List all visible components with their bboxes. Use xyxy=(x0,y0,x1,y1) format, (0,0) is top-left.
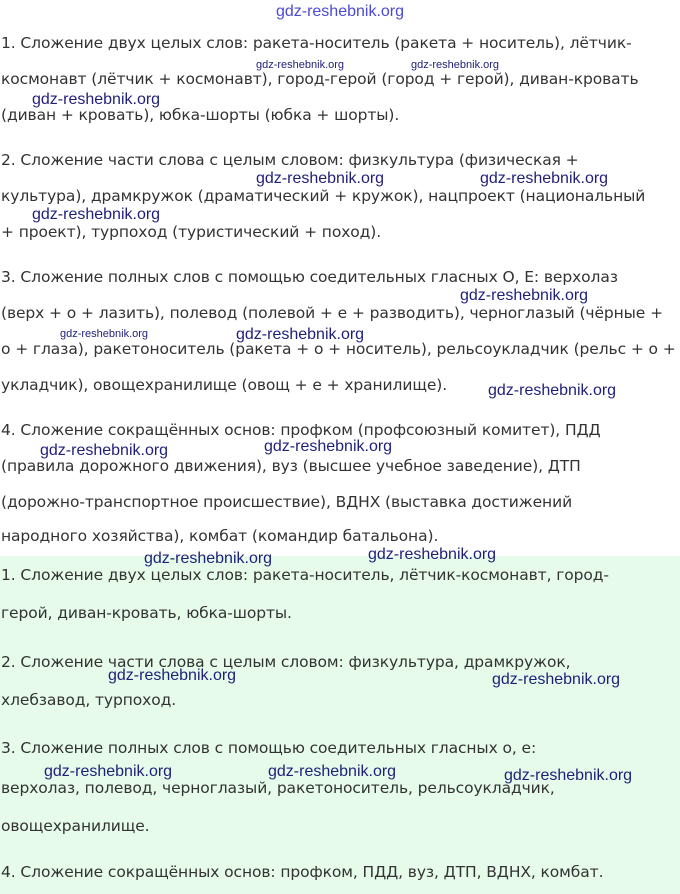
text-line: 2. Сложение части слова с целым словом: физкультура, драмкружок, xyxy=(1,653,571,671)
text-line: 1. Сложение двух целых слов: ракета-носитель, лётчик-космонавт, город- xyxy=(1,566,609,584)
text-line: о + глаза), ракетоноситель (ракета + о + носитель), рельсоукладчик (рельс + о + xyxy=(1,340,676,358)
watermark: gdz-reshebnik.org xyxy=(108,667,237,684)
watermark: gdz-reshebnik.org xyxy=(40,442,169,459)
text-line: 4. Сложение сокращённых основ: профком, ПДД, вуз, ДТП, ВДНХ, комбат. xyxy=(1,863,604,881)
watermark: gdz-reshebnik.org xyxy=(411,59,500,71)
text-line: укладчик), овощехранилище (овощ + е + хранилище). xyxy=(1,376,448,394)
text-line: 4. Сложение сокращённых основ: профком (профсоюзный комитет), ПДД xyxy=(1,421,601,439)
site-header-link: gdz-reshebnik.org xyxy=(275,3,405,20)
text-line: (диван + кровать), юбка-шорты (юбка + шорты). xyxy=(1,106,400,124)
text-line: овощехранилище. xyxy=(1,817,150,835)
answer-text-block xyxy=(0,556,680,894)
watermark: gdz-reshebnik.org xyxy=(264,438,393,455)
watermark: gdz-reshebnik.org xyxy=(32,206,161,223)
text-line: 3. Сложение полных слов с помощью соедительных гласных О, Е: верхолаз xyxy=(1,268,618,286)
text-line: 2. Сложение части слова с целым словом: физкультура (физическая + xyxy=(1,151,579,169)
text-line: 3. Сложение полных слов с помощью соедительных гласных о, е: xyxy=(1,739,537,757)
watermark: gdz-reshebnik.org xyxy=(60,328,149,340)
text-line: культура), драмкружок (драматический + кружок), нацпроект (национальный xyxy=(1,187,646,205)
watermark: gdz-reshebnik.org xyxy=(492,671,621,688)
text-line: (правила дорожного движения), вуз (высшее учебное заведение), ДТП xyxy=(1,457,581,475)
watermark: gdz-reshebnik.org xyxy=(236,326,365,343)
watermark: gdz-reshebnik.org xyxy=(256,59,345,71)
watermark: gdz-reshebnik.org xyxy=(44,763,173,780)
text-line: хлебзавод, турпоход. xyxy=(1,691,177,709)
site-header xyxy=(0,0,680,24)
text-line: (дорожно-транспортное происшествие), ВДНХ (выставка достижений xyxy=(1,493,573,511)
watermark: gdz-reshebnik.org xyxy=(368,546,497,563)
watermark: gdz-reshebnik.org xyxy=(144,550,273,567)
text-line: 1. Сложение двух целых слов: ракета-носитель (ракета + носитель), лётчик- xyxy=(1,34,632,52)
watermark: gdz-reshebnik.org xyxy=(488,382,617,399)
watermark: gdz-reshebnik.org xyxy=(32,91,161,108)
watermark: gdz-reshebnik.org xyxy=(504,767,633,784)
watermark: gdz-reshebnik.org xyxy=(268,763,397,780)
text-line: герой, диван-кровать, юбка-шорты. xyxy=(1,604,292,622)
watermark: gdz-reshebnik.org xyxy=(256,170,385,187)
text-line: (верх + о + лазить), полевод (полевой + е + разводить), черноглазый (чёрные + xyxy=(1,304,663,322)
watermark: gdz-reshebnik.org xyxy=(480,170,609,187)
text-line: верхолаз, полевод, черноглазый, ракетоноситель, рельсоукладчик, xyxy=(1,779,555,797)
text-line: народного хозяйства), комбат (командир батальона). xyxy=(1,527,439,545)
watermark: gdz-reshebnik.org xyxy=(460,287,589,304)
text-line: + проект), турпоход (туристический + поход). xyxy=(1,223,382,241)
text-line: космонавт (лётчик + космонавт), город-герой (город + герой), диван-кровать xyxy=(1,70,639,88)
